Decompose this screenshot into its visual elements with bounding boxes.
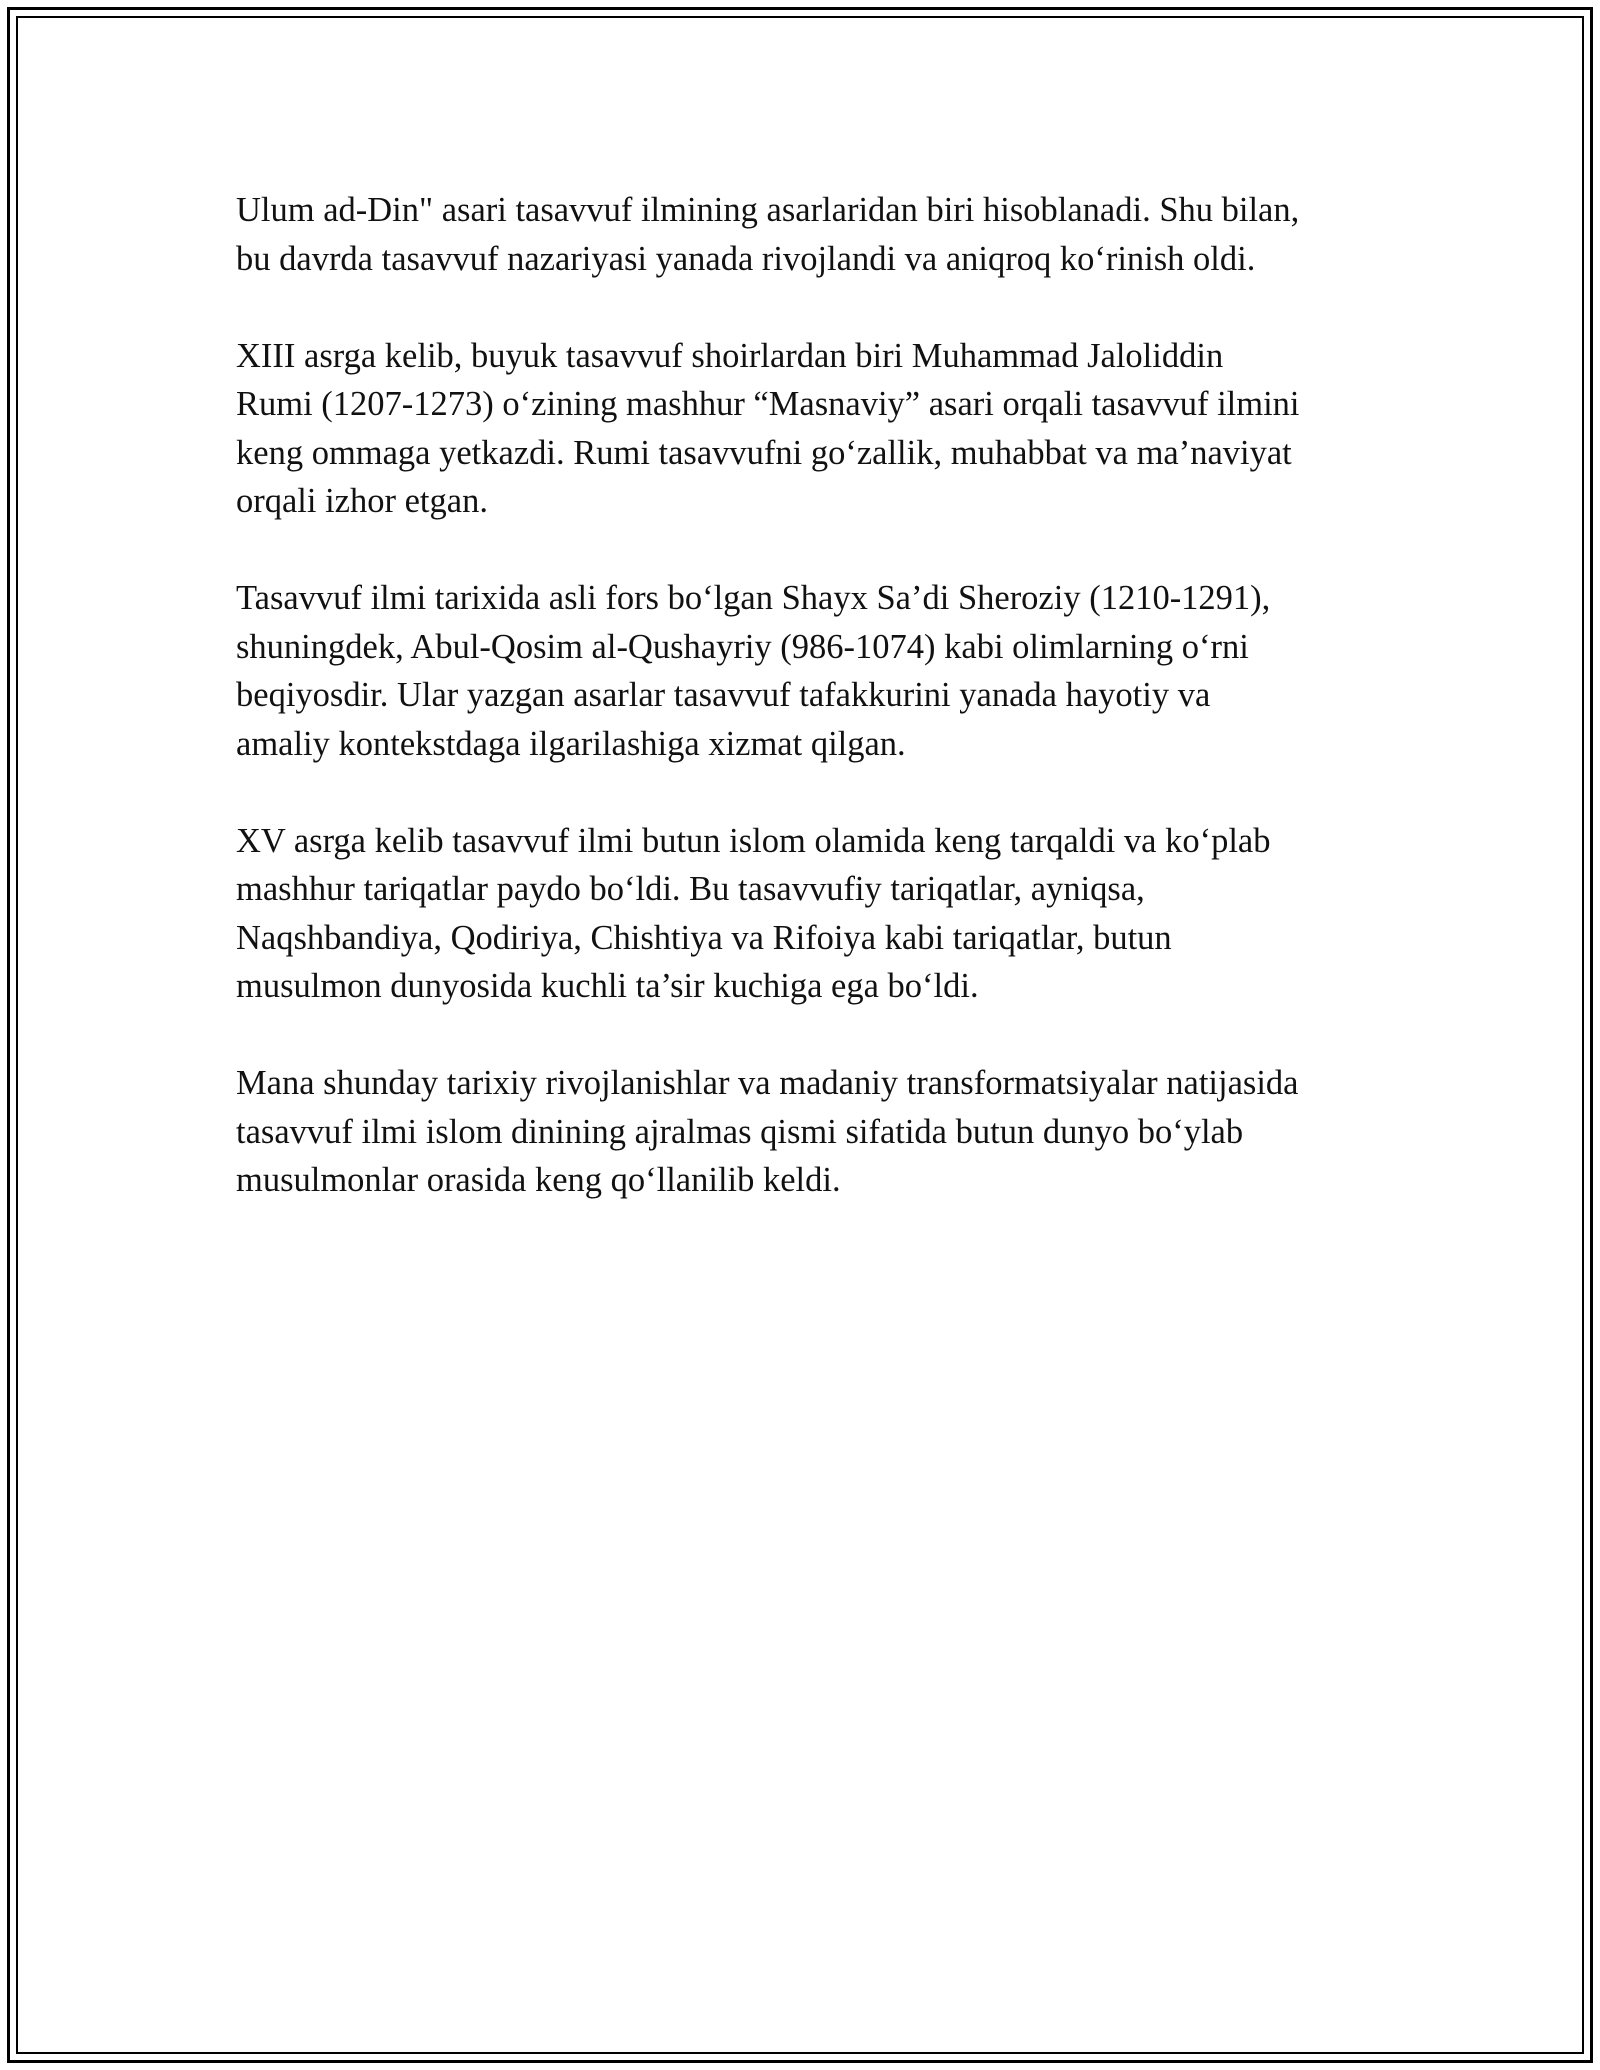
document-body	[236, 186, 1386, 1205]
paragraph-3: Tasavvuf ilmi tarixida asli fors boʻlgan Shayx Sa’di Sheroziy (1210-1291), shuningdek, Abul-Qosim al-Qushayriy (986-1074) kabi olimlarning oʻrni beqiyosdir. Ular yazgan asarlar tasavvuf tafakkurini yanada hayotiy va amaliy kontekstdaga ilgarilashiga xizmat qilgan.	[236, 579, 1271, 763]
paragraph-1: Ulum ad-Din" asari tasavvuf ilmining asarlaridan biri hisoblanadi. Shu bilan, bu davrda tasavvuf nazariyasi yanada rivojlandi va aniqroq koʻrinish oldi.	[236, 191, 1300, 278]
paragraph-2: XIII asrga kelib, buyuk tasavvuf shoirlardan biri Muhammad Jaloliddin Rumi (1207-1273) oʻzining mashhur “Masnaviy” asari orqali tasavvuf ilmini keng ommaga yetkazdi. Rumi tasavvufni goʻzallik, muhabbat va ma’naviyat orqali izhor etgan.	[236, 336, 1300, 520]
paragraph-5: Mana shunday tarixiy rivojlanishlar va madaniy transformatsiyalar natijasida tasavvuf ilmi islom dinining ajralmas qismi sifatida butun dunyo boʻylab musulmonlar orasida keng qoʻllanilib keldi.	[236, 1064, 1299, 1199]
paragraph-4: XV asrga kelib tasavvuf ilmi butun islom olamida keng tarqaldi va koʻplab mashhur tariqatlar paydo boʻldi. Bu tasavvufiy tariqatlar, ayniqsa, Naqshbandiya, Qodiriya, Chishtiya va Rifoiya kabi tariqatlar, butun musulmon dunyosida kuchli ta’sir kuchiga ega boʻldi.	[236, 821, 1271, 1005]
